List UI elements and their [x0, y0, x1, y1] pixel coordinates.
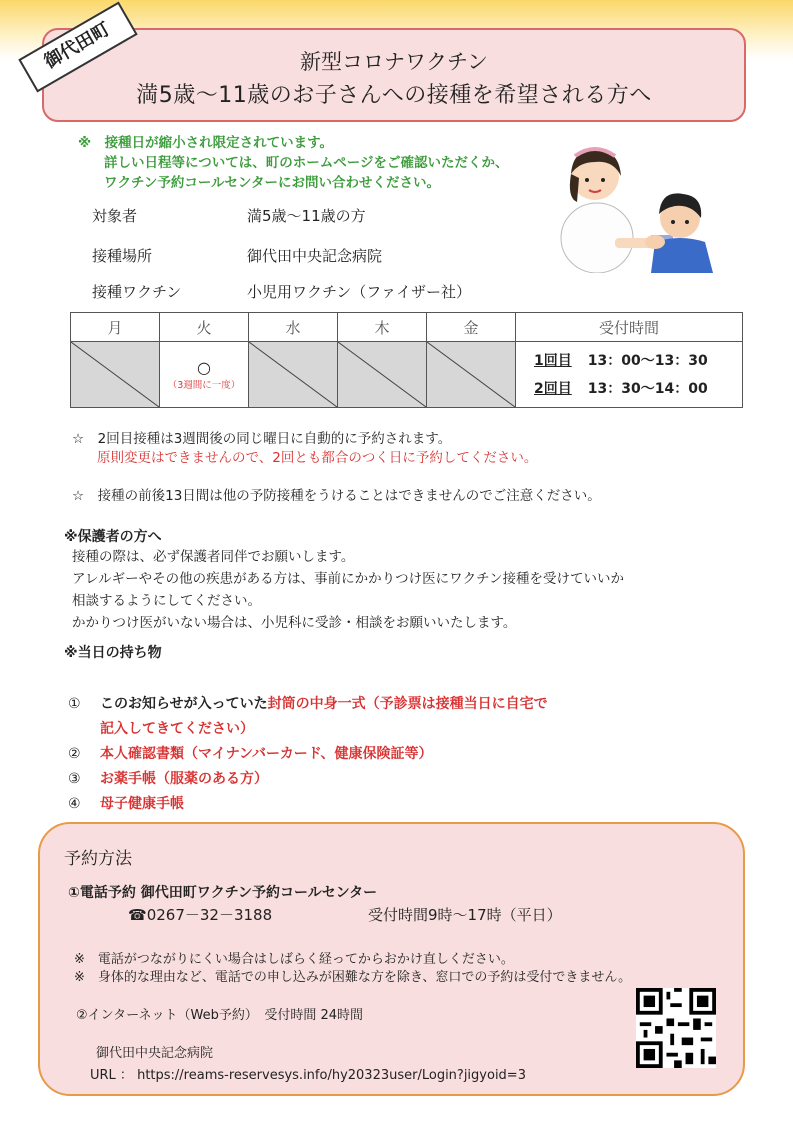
- phone-heading: ①電話予約 御代田町ワクチン予約コールセンター: [68, 885, 378, 901]
- available-mark: ○: [197, 358, 211, 377]
- item-text: お薬手帳（服薬のある方）: [100, 771, 268, 787]
- notice-line-1: ※ 接種日が縮小され限定されています。: [78, 135, 334, 151]
- phone-number: 0267－32－3188: [146, 906, 273, 924]
- second-dose-warning: 原則変更はできませんので、2回とも都合のつく日に予約してください。: [97, 450, 538, 466]
- belonging-item-1: [68, 693, 548, 713]
- belonging-item-1-cont: 記入してきてください）: [100, 721, 254, 737]
- info-label-target: 対象者: [92, 207, 138, 225]
- dose-label-1: 1回目: [534, 352, 572, 369]
- phone-note-2: ※ 身体的な理由など、電話での申し込みが困難な方を除き、窓口での予約は受付できません。: [74, 970, 632, 985]
- phone-hours: 受付時間9時～17時（平日）: [368, 906, 562, 924]
- url-label: URL ：: [90, 1068, 133, 1083]
- frequency-note: （3週間に一度）: [167, 380, 241, 391]
- item-number: ③: [68, 771, 81, 787]
- dose-label-2: 2回目: [534, 380, 572, 397]
- day-cell-thu-unavailable: [338, 342, 427, 408]
- other-vaccine-note: ☆ 接種の前後13日間は他の予防接種をうけることはできませんのでご注意ください。: [72, 488, 601, 504]
- reservation-title: 予約方法: [64, 849, 132, 869]
- second-dose-note: ☆ 2回目接種は3週間後の同じ曜日に自動的に予約されます。: [72, 431, 452, 447]
- reception-header: 受付時間: [516, 313, 743, 342]
- day-header-tue: 火: [160, 313, 249, 342]
- schedule-notice: [78, 133, 508, 193]
- phone-note-1: ※ 電話がつながりにくい場合はしばらく経ってからおかけ直しください。: [74, 952, 514, 967]
- belongings-title: ※当日の持ち物: [64, 645, 162, 661]
- belonging-item-4: [68, 793, 184, 813]
- phone-icon: ☎: [128, 906, 147, 924]
- guardian-line-3: 相談するようにしてください。: [72, 593, 261, 609]
- item-number: ④: [68, 796, 81, 812]
- day-header-fri: 金: [427, 313, 516, 342]
- nurse-child-illustration: [555, 138, 720, 273]
- item-text: 本人確認書類（マイナンバーカード、健康保険証等）: [100, 746, 433, 762]
- guardian-line-4: かかりつけ医がいない場合は、小児科に受診・相談をお願いいたします。: [72, 615, 517, 631]
- header-banner: [42, 28, 746, 122]
- town-stamp: 御代田町: [18, 2, 137, 93]
- day-cell-tue-available: [160, 342, 249, 408]
- day-header-mon: 月: [71, 313, 160, 342]
- belonging-item-3: [68, 768, 268, 788]
- time-row-1: [534, 347, 742, 375]
- guardian-text: [72, 546, 624, 634]
- day-header-thu: 木: [338, 313, 427, 342]
- guardian-line-2: アレルギーやその他の疾患がある方は、事前にかかりつけ医にワクチン接種を受けていいか: [72, 571, 624, 587]
- info-label-location: 接種場所: [92, 247, 153, 265]
- item-number: ①: [68, 696, 81, 712]
- item-text: 母子健康手帳: [100, 796, 184, 812]
- info-value-location: 御代田中央記念病院: [247, 247, 383, 265]
- info-label-vaccine: 接種ワクチン: [92, 283, 182, 301]
- belonging-item-2: [68, 743, 433, 763]
- notice-line-2: 詳しい日程等については、町のホームページをご確認いただくか、: [104, 155, 509, 171]
- info-value-vaccine: 小児用ワクチン（ファイザー社）: [247, 283, 471, 301]
- day-cell-mon-unavailable: [71, 342, 160, 408]
- day-cell-wed-unavailable: [249, 342, 338, 408]
- dose-time-2: 13：30～14：00: [587, 380, 708, 397]
- reservation-url[interactable]: https://reams-reservesys.info/hy20323user/Login?jigyoid=3: [137, 1068, 526, 1083]
- url-line: [90, 1064, 526, 1083]
- item-text-red: 封筒の中身一式（予診票は接種当日に自宅で: [267, 696, 548, 712]
- guardian-title: ※保護者の方へ: [64, 529, 162, 545]
- item-text: このお知らせが入っていた: [100, 696, 268, 712]
- day-header-wed: 水: [249, 313, 338, 342]
- day-cell-fri-unavailable: [427, 342, 516, 408]
- reception-times: [516, 342, 743, 408]
- title-line-1: 新型コロナワクチン: [300, 50, 488, 74]
- time-row-2: [534, 375, 742, 403]
- web-heading: ②インターネット（Web予約） 受付時間 24時間: [76, 1008, 364, 1023]
- info-value-target: 満5歳～11歳の方: [247, 207, 366, 225]
- hospital-name: 御代田中央記念病院: [96, 1046, 214, 1061]
- guardian-line-1: 接種の際は、必ず保護者同伴でお願いします。: [72, 549, 355, 565]
- qr-code[interactable]: [636, 988, 716, 1068]
- title-line-2: 満5歳～11歳のお子さんへの接種を希望される方へ: [136, 83, 652, 108]
- notice-line-3: ワクチン予約コールセンターにお問い合わせください。: [104, 175, 441, 191]
- dose-time-1: 13：00～13：30: [587, 352, 708, 369]
- schedule-table: [70, 312, 743, 408]
- item-number: ②: [68, 746, 81, 762]
- phone-line: [128, 904, 272, 925]
